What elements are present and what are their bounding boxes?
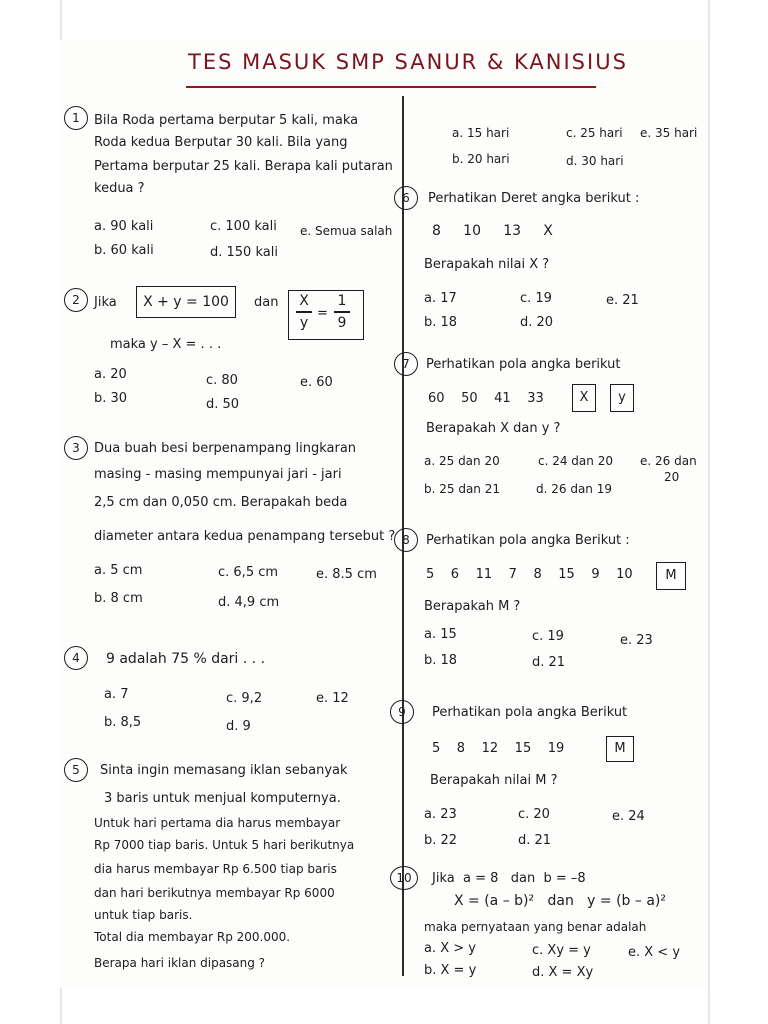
option: b. 30: [94, 391, 128, 406]
option: e. 35 hari: [640, 126, 698, 140]
option: e. 12: [316, 691, 349, 706]
question-text: Perhatikan pola angka Berikut :: [426, 533, 630, 548]
option: c. 24 dan 20: [538, 454, 613, 468]
option: a. 15: [424, 627, 457, 642]
question-text: dia harus membayar Rp 6.500 tiap baris: [94, 862, 337, 876]
option: c. 80: [206, 373, 238, 388]
question-number: 3: [64, 436, 88, 460]
question-text: Berapa hari iklan dipasang ?: [94, 956, 266, 970]
option: d. 21: [532, 655, 566, 670]
unknown-box-m: M: [606, 736, 634, 762]
option: a. 23: [424, 807, 457, 822]
question-number: 1: [64, 106, 88, 130]
page-edge-right: [708, 0, 710, 1024]
question-text: diameter antara kedua penampang tersebut ?: [94, 529, 396, 544]
fraction-right: [334, 292, 350, 332]
option: d. 9: [226, 719, 251, 734]
question-text: 3 baris untuk menjual komputernya.: [104, 791, 341, 806]
question-number: 10: [390, 866, 418, 890]
option: c. 9,2: [226, 691, 263, 706]
question-text: Total dia membayar Rp 200.000.: [94, 930, 291, 944]
option-continued: 20: [664, 470, 680, 484]
question-text: Sinta ingin memasang iklan sebanyak: [100, 763, 348, 778]
question-text: dan: [254, 295, 279, 310]
option: a. 20: [94, 367, 127, 382]
question-number: 9: [390, 700, 414, 724]
question-text: 2,5 cm dan 0,050 cm. Berapakah beda: [94, 495, 348, 510]
option: d. 50: [206, 397, 240, 412]
question-text: X = (a – b)² dan y = (b – a)²: [454, 893, 666, 909]
option: b. 22: [424, 833, 458, 848]
option: e. Semua salah: [300, 224, 393, 238]
question-number: 6: [394, 186, 418, 210]
option: d. 26 dan 19: [536, 482, 612, 496]
option: a. X > y: [424, 941, 476, 956]
option: d. 20: [520, 315, 554, 330]
question-text: Untuk hari pertama dia harus membayar: [94, 816, 341, 830]
question-text: Perhatikan pola angka berikut: [426, 357, 621, 372]
question-text: 9 adalah 75 % dari . . .: [106, 651, 266, 667]
option: d. 4,9 cm: [218, 595, 280, 610]
fraction-denominator: 9: [337, 314, 347, 331]
option: a. 17: [424, 291, 457, 306]
fraction-numerator: X: [299, 293, 309, 309]
fraction-numerator: 1: [337, 293, 347, 309]
number-sequence: 8 10 13 X: [432, 223, 553, 239]
question-number: 4: [64, 646, 88, 670]
option: a. 90 kali: [94, 219, 154, 234]
question-text: Berapakah nilai X ?: [424, 257, 550, 272]
question-text: Jika: [94, 295, 117, 310]
fraction-denominator: y: [299, 314, 309, 331]
option: c. 19: [520, 291, 552, 306]
option: a. 15 hari: [452, 126, 510, 140]
page-title: TES MASUK SMP SANUR & KANISIUS: [188, 50, 628, 74]
option: c. 19: [532, 629, 564, 644]
option: c. Xy = y: [532, 943, 591, 958]
option: d. X = Xy: [532, 965, 594, 980]
option: b. 8 cm: [94, 591, 143, 606]
question-text: masing - masing mempunyai jari - jari: [94, 467, 342, 482]
fraction-bar: [334, 311, 350, 313]
question-text: Berapakah nilai M ?: [430, 773, 558, 788]
option: e. 23: [620, 633, 653, 648]
option: e. 26 dan: [640, 454, 697, 468]
option: c. 100 kali: [210, 219, 277, 234]
question-text: kedua ?: [94, 181, 145, 196]
unknown-box-m: M: [656, 562, 686, 590]
option: e. 8.5 cm: [316, 567, 377, 582]
option: a. 7: [104, 687, 129, 702]
option: e. X < y: [628, 945, 681, 960]
option: b. 18: [424, 653, 458, 668]
question-text: Jika a = 8 dan b = –8: [432, 871, 586, 886]
option: b. 25 dan 21: [424, 482, 500, 496]
question-text: Dua buah besi berpenampang lingkaran: [94, 441, 357, 456]
fraction-bar: [296, 311, 312, 313]
number-sequence: 5 6 11 7 8 15 9 10: [426, 567, 633, 582]
number-sequence: 5 8 12 15 19: [432, 741, 565, 756]
equation-box: X + y = 100: [136, 286, 236, 318]
option: c. 25 hari: [566, 126, 623, 140]
question-text: Roda kedua Berputar 30 kali. Bila yang: [94, 135, 348, 150]
option: a. 25 dan 20: [424, 454, 500, 468]
question-number: 7: [394, 352, 418, 376]
title-underline: [186, 86, 596, 88]
option: d. 21: [518, 833, 552, 848]
question-text: Berapakah M ?: [424, 599, 521, 614]
equals-sign: =: [317, 306, 328, 321]
option: b. 20 hari: [452, 152, 510, 166]
option: b. 60 kali: [94, 243, 154, 258]
question-text: Berapakah X dan y ?: [426, 421, 561, 436]
question-text: untuk tiap baris.: [94, 908, 193, 922]
unknown-box-y: y: [610, 384, 634, 412]
question-text: Rp 7000 tiap baris. Untuk 5 hari berikutnya: [94, 838, 355, 852]
option: e. 21: [606, 293, 639, 308]
option: e. 60: [300, 375, 333, 390]
option: d. 150 kali: [210, 245, 278, 260]
question-text: dan hari berikutnya membayar Rp 6000: [94, 886, 335, 900]
question-number: 8: [394, 528, 418, 552]
unknown-box-x: X: [572, 384, 596, 412]
option: b. X = y: [424, 963, 477, 978]
question-number: 2: [64, 288, 88, 312]
option: c. 20: [518, 807, 550, 822]
question-text: maka y – X = . . .: [110, 337, 222, 352]
fraction-left: [296, 292, 312, 332]
question-number: 5: [64, 758, 88, 782]
option: e. 24: [612, 809, 645, 824]
option: d. 30 hari: [566, 154, 624, 168]
question-text: Perhatikan Deret angka berikut :: [428, 191, 640, 206]
number-sequence: 60 50 41 33: [428, 391, 544, 406]
question-text: maka pernyataan yang benar adalah: [424, 920, 647, 934]
option: a. 5 cm: [94, 563, 143, 578]
option: b. 8,5: [104, 715, 142, 730]
question-text: Perhatikan pola angka Berikut: [432, 705, 628, 720]
option: b. 18: [424, 315, 458, 330]
question-text: Bila Roda pertama berputar 5 kali, maka: [94, 113, 359, 128]
question-text: Pertama berputar 25 kali. Berapa kali putaran: [94, 159, 393, 174]
option: c. 6,5 cm: [218, 565, 279, 580]
